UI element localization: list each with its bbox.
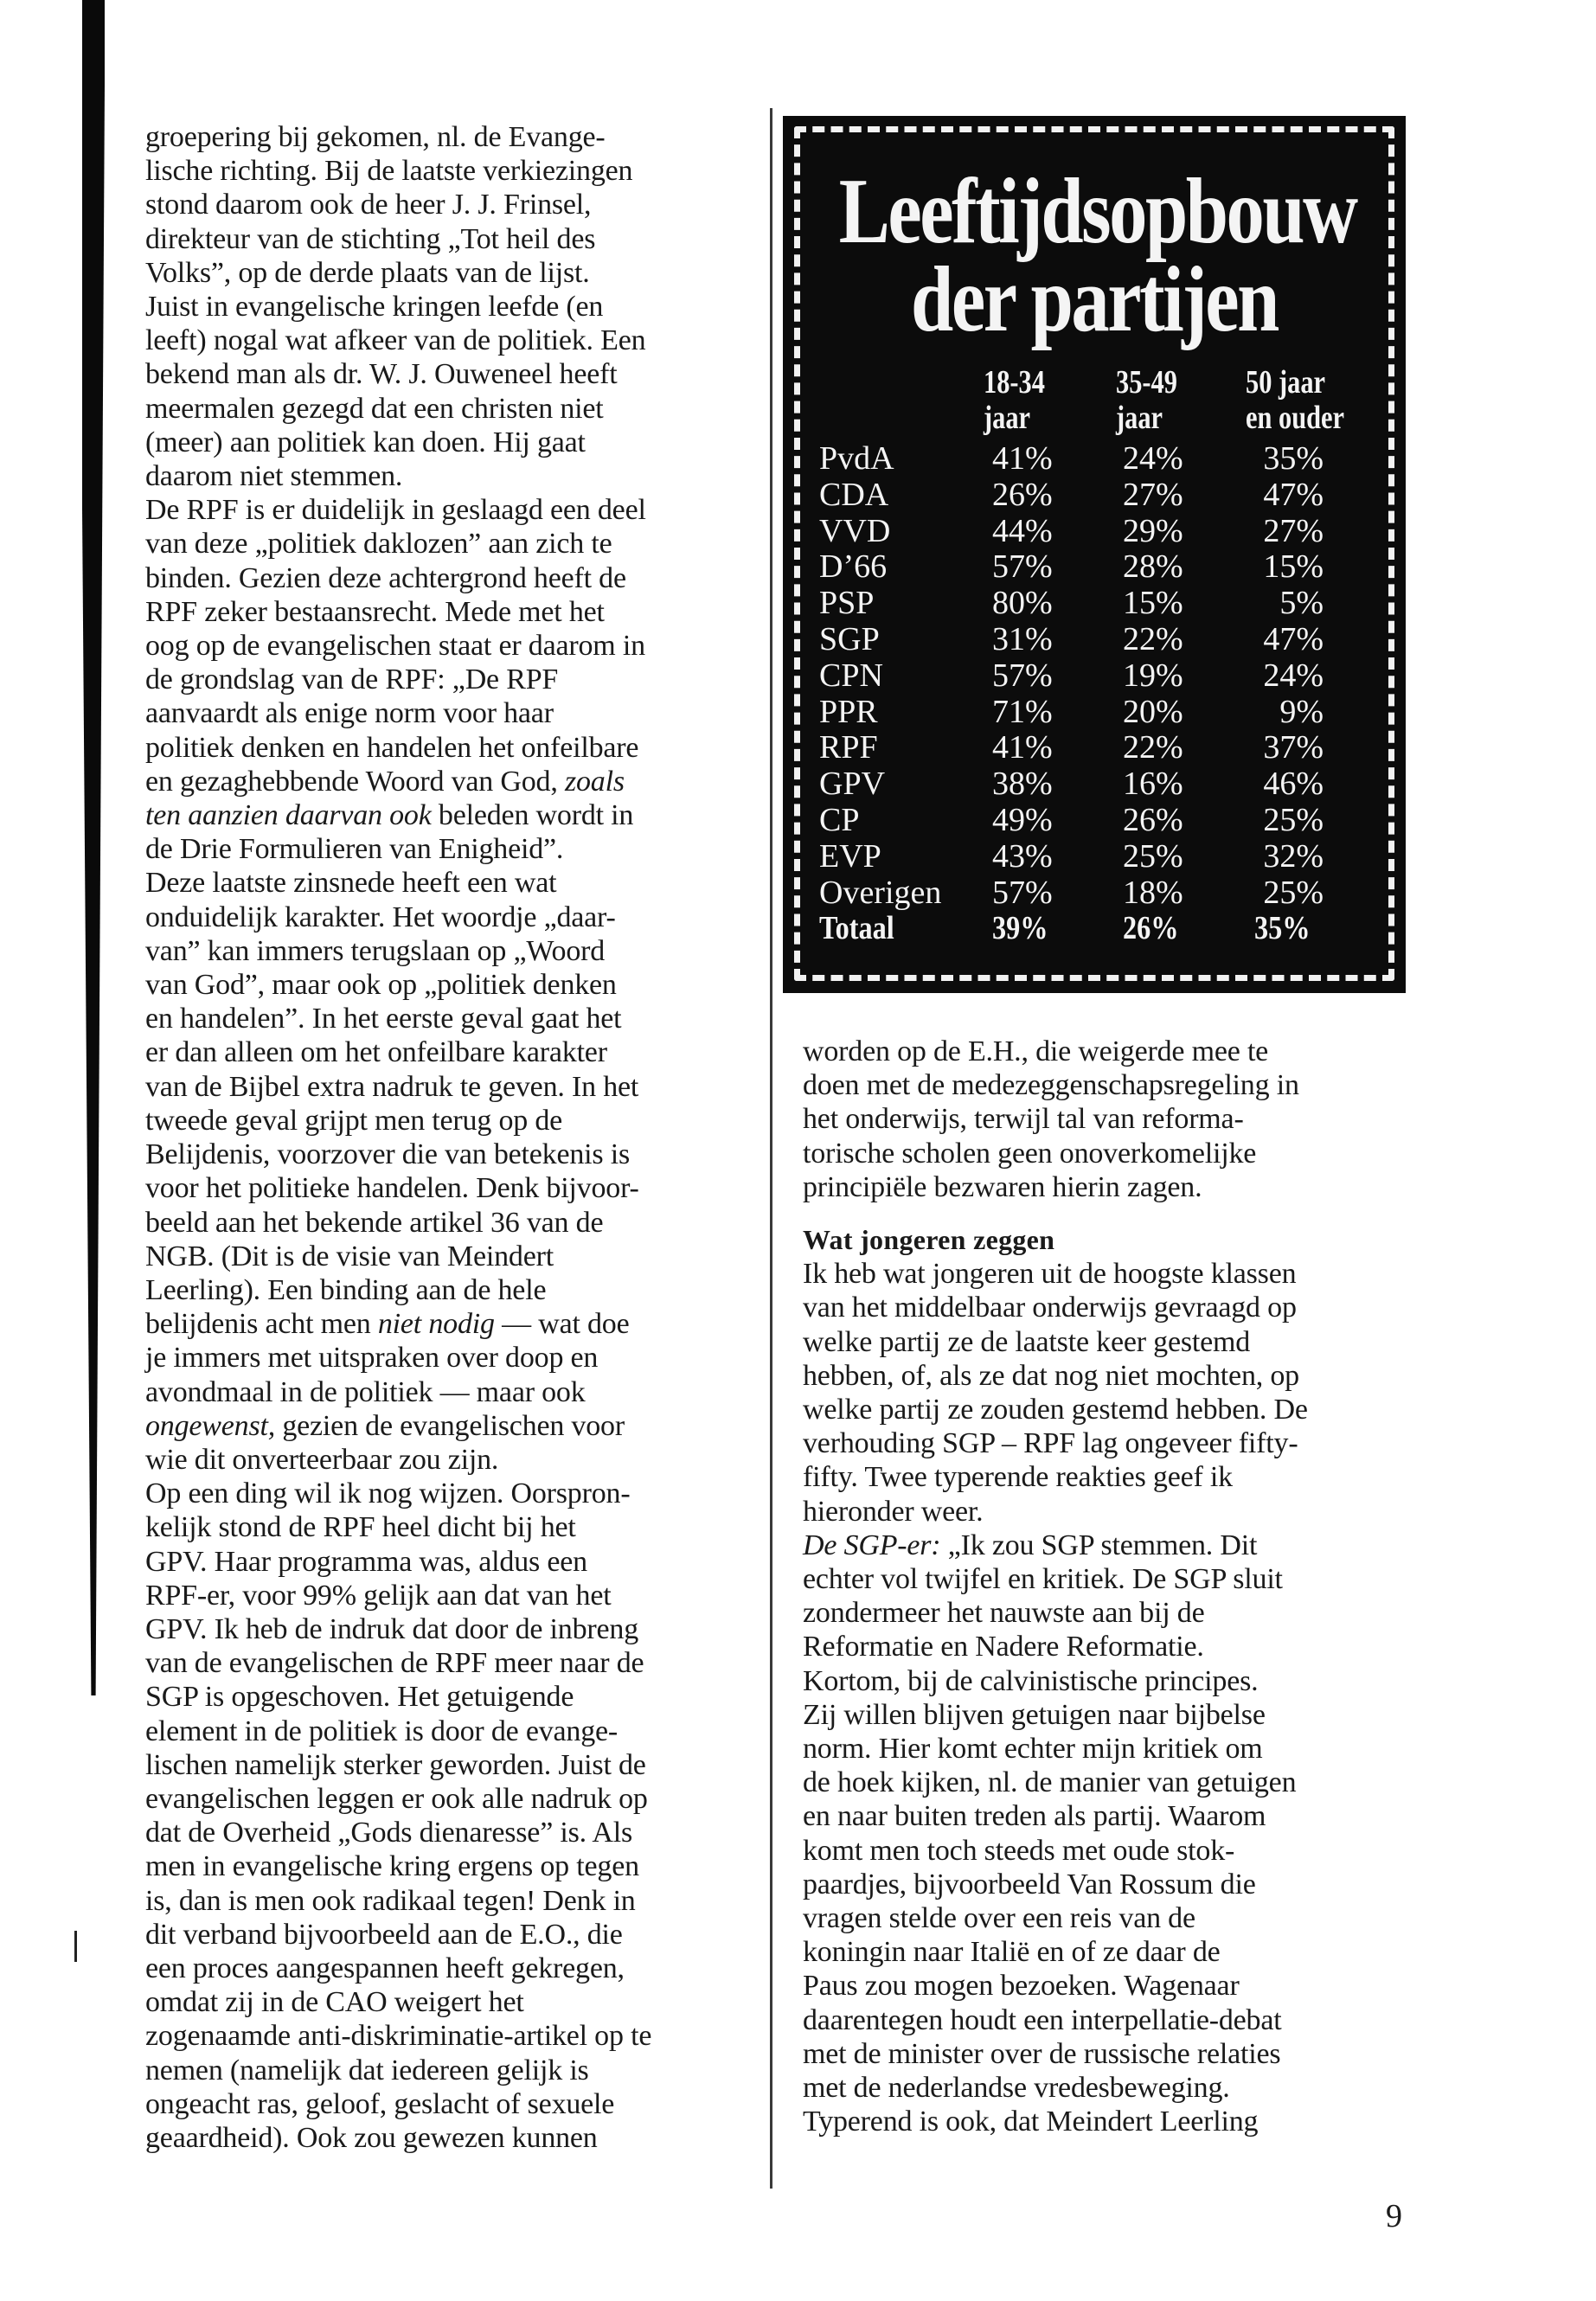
text-line: komt men toch steeds met oude stok- [803, 1834, 1235, 1867]
text-line [803, 1529, 1408, 1562]
text-line: RPF zeker bestaansrecht. Mede met het [145, 595, 605, 628]
text-line: daarom niet stemmen. [145, 460, 403, 493]
text-line: koningin naar Italië en of ze daar de [803, 1936, 1221, 1969]
cell-35-49: 26% [1123, 801, 1183, 838]
cell-50plus: 47% [1263, 620, 1324, 657]
table-row [783, 730, 1406, 766]
text-line: Belijdenis, voorzover die van betekenis is [145, 1138, 631, 1171]
text-line: welke partij ze zouden gestemd hebben. De [803, 1394, 1308, 1426]
cell-18-34: 49% [992, 801, 1053, 838]
quote-label: De SGP-er: [803, 1529, 941, 1561]
text-line: leeft) nogal wat afkeer van de politiek. Een [145, 324, 646, 357]
cell-18-34: 57% [992, 548, 1053, 586]
spacer [803, 1204, 1408, 1223]
text-line: van het middelbaar onderwijs gevraagd op [803, 1292, 1297, 1324]
cell-50plus: 24% [1263, 657, 1324, 694]
text-line: principiële bezwaren hierin zagen. [803, 1170, 1202, 1203]
cell-50plus: 25% [1263, 801, 1324, 838]
text-line: men in evangelische kring ergens op tegen [145, 1850, 639, 1883]
cell-35-49: 18% [1123, 874, 1183, 911]
table-row-total [783, 911, 1406, 947]
text-line: van God”, maar ook op „politiek denken [145, 969, 617, 1002]
cell-35-49: 25% [1123, 837, 1183, 875]
text-line: zondermeer het nauwste aan bij de [803, 1597, 1205, 1630]
table-row [783, 441, 1406, 478]
text-line: SGP is opgeschoven. Het getuigende [145, 1681, 574, 1714]
text-line: Juist in evangelische kringen leefde (en [145, 291, 604, 324]
text-line: Typerend is ook, dat Meindert Leerling [803, 2106, 1259, 2138]
cell-50plus: 5% [1279, 585, 1324, 622]
text-line: van” kan immers terugslaan op „Woord [145, 934, 606, 967]
text-line [145, 765, 760, 798]
text-line: Ik heb wat jongeren uit de hoogste klassen [803, 1258, 1297, 1291]
text-line: ongeacht ras, geloof, geslacht of sexuele [145, 2087, 615, 2120]
text-line: Reformatie en Nadere Reformatie. [803, 1631, 1204, 1663]
table-row [783, 514, 1406, 550]
cell-50plus: 25% [1263, 874, 1324, 911]
party-name: CDA [819, 476, 889, 513]
party-name: GPV [819, 766, 886, 803]
text-line: echter vol twijfel en kritiek. De SGP sluit [803, 1563, 1283, 1596]
table-row [783, 622, 1406, 658]
binding-edge [82, 0, 105, 1695]
cell-50plus: 27% [1263, 512, 1324, 549]
cell-18-34: 57% [992, 657, 1053, 694]
text-line: vragen stelde over een reis van de [803, 1902, 1195, 1935]
header-text: en ouder [1246, 400, 1344, 436]
text-line: torische scholen geen onoverkomelijke [803, 1137, 1257, 1170]
table-title-line1: Leeftijdsopbouw [838, 160, 1356, 263]
party-name: CP [819, 801, 860, 838]
cell-35-49: 28% [1123, 548, 1183, 586]
cell-50plus: 9% [1279, 693, 1324, 730]
cell-18-34: 41% [992, 729, 1053, 766]
text-line: GPV. Haar programma was, aldus een [145, 1545, 587, 1578]
header-text: 50 jaar [1246, 364, 1326, 401]
text-line: direkteur van de stichting „Tot heil des [145, 222, 596, 255]
text-line: van de Bijbel extra nadruk te geven. In het [145, 1070, 639, 1103]
text-line: avondmaal in de politiek — maar ook [145, 1375, 586, 1408]
text-line: groepering bij gekomen, nl. de Evange- [145, 121, 606, 153]
cell-35-49: 22% [1123, 729, 1183, 766]
text-line: een proces aangespannen heeft gekregen, [145, 1952, 625, 1984]
party-name: Totaal [819, 910, 894, 947]
text-run: — wat doe [494, 1308, 630, 1341]
party-name: VVD [819, 512, 891, 549]
section-heading: Wat jongeren zeggen [803, 1224, 1055, 1256]
party-name: PvdA [819, 440, 894, 477]
text-line: van de evangelischen de RPF meer naar de [145, 1647, 644, 1680]
party-name: SGP [819, 620, 880, 657]
cell-18-34: 31% [992, 620, 1053, 657]
header-text: 35-49 [1116, 364, 1177, 401]
text-line: Volks”, op de derde plaats van de lijst. [145, 256, 590, 289]
text-line: dat de Overheid „Gods dienaresse” is. Als [145, 1817, 633, 1849]
text-line: bekend man als dr. W. J. Ouweneel heeft [145, 358, 618, 391]
text-line: worden op de E.H., die weigerde mee te [803, 1035, 1269, 1067]
text-line: stond daarom ook de heer J. J. Frinsel, [145, 189, 592, 221]
cell-18-34: 26% [992, 476, 1053, 513]
text-run: belijdenis acht men [145, 1308, 378, 1341]
text-line: de hoek kijken, nl. de manier van getuigen [803, 1766, 1297, 1799]
text-line [145, 798, 760, 832]
text-line: doen met de medezeggenschapsregeling in [803, 1069, 1299, 1102]
text-line: daarentegen houdt een interpellatie-debat [803, 2003, 1282, 2036]
table-row [783, 766, 1406, 803]
text-line: (meer) aan politiek kan doen. Hij gaat [145, 426, 586, 458]
cell-50plus: 15% [1263, 548, 1324, 586]
text-line: en handelen”. In het eerste geval gaat het [145, 1003, 622, 1035]
cell-35-49: 29% [1123, 512, 1183, 549]
header-text: jaar [1116, 400, 1163, 436]
text-line: de Drie Formulieren van Enigheid”. [145, 833, 564, 866]
italic-run: ongewenst, [145, 1409, 276, 1442]
cell-18-34: 57% [992, 874, 1053, 911]
cell-35-49: 20% [1123, 693, 1183, 730]
party-name: D’66 [819, 548, 888, 586]
text-line: hebben, of, als ze dat nog niet mochten, op [803, 1359, 1299, 1392]
text-line: onduidelijk karakter. Het woordje „daar- [145, 901, 616, 933]
text-line [145, 1307, 760, 1341]
table-row [783, 839, 1406, 875]
text-line: met de nederlandse vredesbeweging. [803, 2072, 1230, 2105]
text-line: met de minister over de russische relaties [803, 2037, 1281, 2070]
text-line: Op een ding wil ik nog wijzen. Oorspron- [145, 1477, 631, 1510]
text-line: het onderwijs, terwijl tal van reforma- [803, 1103, 1244, 1136]
cell-50plus: 47% [1263, 476, 1324, 513]
cell-18-34: 41% [992, 440, 1053, 477]
cell-50plus: 46% [1263, 766, 1324, 803]
table-title-line2: der partijen [911, 248, 1278, 351]
italic-run: zoals [564, 765, 625, 798]
text-line: lischen namelijk sterker geworden. Juist de [145, 1748, 646, 1781]
table-row [783, 875, 1406, 912]
text-line: nemen (namelijk dat iedereen gelijk is [145, 2054, 589, 2086]
table-row [783, 549, 1406, 586]
cell-18-34: 80% [992, 585, 1053, 622]
text-run: gezien de evangelischen voor [275, 1409, 625, 1442]
text-line: fifty. Twee typerende reakties geef ik [803, 1461, 1233, 1494]
text-run: „Ik zou SGP stemmen. Dit [940, 1529, 1258, 1561]
text-line: RPF-er, voor 99% gelijk aan dat van het [145, 1579, 612, 1612]
text-line: Leerling). Een binding aan de hele [145, 1273, 547, 1306]
table-row [783, 803, 1406, 839]
text-line: welke partij ze de laatste keer gestemd [803, 1325, 1251, 1358]
cell-50plus: 35% [1254, 910, 1311, 947]
text-line: voor het politieke handelen. Denk bijvoor- [145, 1172, 639, 1205]
party-name: Overigen [819, 874, 942, 911]
left-column [145, 120, 760, 2155]
party-name: PSP [819, 585, 875, 622]
margin-mark [74, 1931, 77, 1962]
text-line: en naar buiten treden als partij. Waarom [803, 1800, 1266, 1833]
cell-35-49: 16% [1123, 766, 1183, 803]
text-line: element in de politiek is door de evange- [145, 1715, 619, 1747]
cell-50plus: 35% [1263, 440, 1324, 477]
header-text: 18-34 [984, 364, 1045, 401]
cell-50plus: 37% [1263, 729, 1324, 766]
text-line: meermalen gezegd dat een christen niet [145, 392, 604, 425]
text-run: beleden wordt in [431, 799, 634, 832]
cell-35-49: 19% [1123, 657, 1183, 694]
column-divider [770, 108, 772, 2189]
text-line: De RPF is er duidelijk in geslaagd een deel [145, 494, 646, 527]
text-line: binden. Gezien deze achtergrond heeft de [145, 561, 626, 594]
text-line: evangelischen leggen er ook alle nadruk op [145, 1782, 648, 1815]
italic-run: niet nodig [377, 1308, 495, 1341]
text-line: dit verband bijvoorbeeld aan de E.O., die [145, 1918, 623, 1951]
text-line: er dan alleen om het onfeilbare karakter [145, 1036, 607, 1069]
party-name: RPF [819, 729, 878, 766]
text-line: je immers met uitspraken over doop en [145, 1342, 599, 1375]
text-line: politiek denken en handelen het onfeilbare [145, 731, 639, 764]
table-row [783, 586, 1406, 622]
cell-35-49: 22% [1123, 620, 1183, 657]
text-line: is, dan is men ook radikaal tegen! Denk in [145, 1884, 636, 1917]
party-name: PPR [819, 693, 878, 730]
text-line: aanvaardt als enige norm voor haar [145, 697, 554, 730]
italic-run: ten aanzien daarvan ook [145, 799, 432, 832]
header-text: jaar [984, 400, 1031, 436]
cell-35-49: 15% [1123, 585, 1183, 622]
text-line: Kortom, bij de calvinistische principes. [803, 1664, 1259, 1697]
header-col-1 [984, 365, 1045, 436]
cell-35-49: 26% [1123, 910, 1179, 947]
text-line: Paus zou mogen bezoeken. Wagenaar [803, 1970, 1240, 2003]
text-line: Deze laatste zinsnede heeft een wat [145, 867, 557, 900]
text-line: wie dit onverteerbaar zou zijn. [145, 1443, 499, 1476]
text-line: oog op de evangelischen staat er daarom in [145, 630, 645, 663]
cell-18-34: 43% [992, 837, 1053, 875]
text-line: beeld aan het bekende artikel 36 van de [145, 1206, 604, 1239]
cell-18-34: 38% [992, 766, 1053, 803]
table-row [783, 658, 1406, 695]
text-line: paardjes, bijvoorbeeld Van Rossum die [803, 1868, 1256, 1900]
party-name: CPN [819, 657, 883, 694]
text-line: geaardheid). Ook zou gewezen kunnen [145, 2121, 598, 2154]
header-col-3 [1246, 365, 1344, 436]
text-line: van deze „politiek daklozen” aan zich te [145, 528, 612, 561]
text-line [145, 1409, 760, 1443]
party-name: EVP [819, 837, 881, 875]
text-line: de grondslag van de RPF: „De RPF [145, 663, 559, 696]
text-line: norm. Hier komt echter mijn kritiek om [803, 1733, 1263, 1766]
cell-35-49: 24% [1123, 440, 1183, 477]
table-row [783, 695, 1406, 731]
text-line: omdat zij in de CAO weigert het [145, 1986, 524, 2019]
cell-18-34: 44% [992, 512, 1053, 549]
text-line: NGB. (Dit is de visie van Meindert [145, 1240, 554, 1272]
age-structure-table [783, 116, 1406, 993]
text-line: lische richting. Bij de laatste verkiezingen [145, 155, 633, 188]
cell-18-34: 71% [992, 693, 1053, 730]
text-line: hieronder weer. [803, 1495, 984, 1528]
text-line: zogenaamde anti-diskriminatie-artikel op te [145, 2020, 652, 2053]
text-line: kelijk stond de RPF heel dicht bij het [145, 1511, 576, 1544]
text-line: GPV. Ik heb de indruk dat door de inbreng [145, 1612, 639, 1645]
text-run: en gezaghebbende Woord van God, [145, 765, 565, 798]
cell-18-34: 39% [992, 910, 1048, 947]
page-number: 9 [1386, 2198, 1402, 2234]
cell-35-49: 27% [1123, 476, 1183, 513]
text-line: tweede geval grijpt men terug op de [145, 1104, 563, 1137]
table-row [783, 478, 1406, 514]
right-column [803, 1035, 1408, 2139]
text-line: verhouding SGP – RPF lag ongeveer fifty- [803, 1427, 1298, 1460]
table-body [783, 441, 1406, 947]
header-col-2 [1116, 365, 1177, 436]
text-line: Zij willen blijven getuigen naar bijbelse [803, 1698, 1266, 1731]
cell-50plus: 32% [1263, 837, 1324, 875]
